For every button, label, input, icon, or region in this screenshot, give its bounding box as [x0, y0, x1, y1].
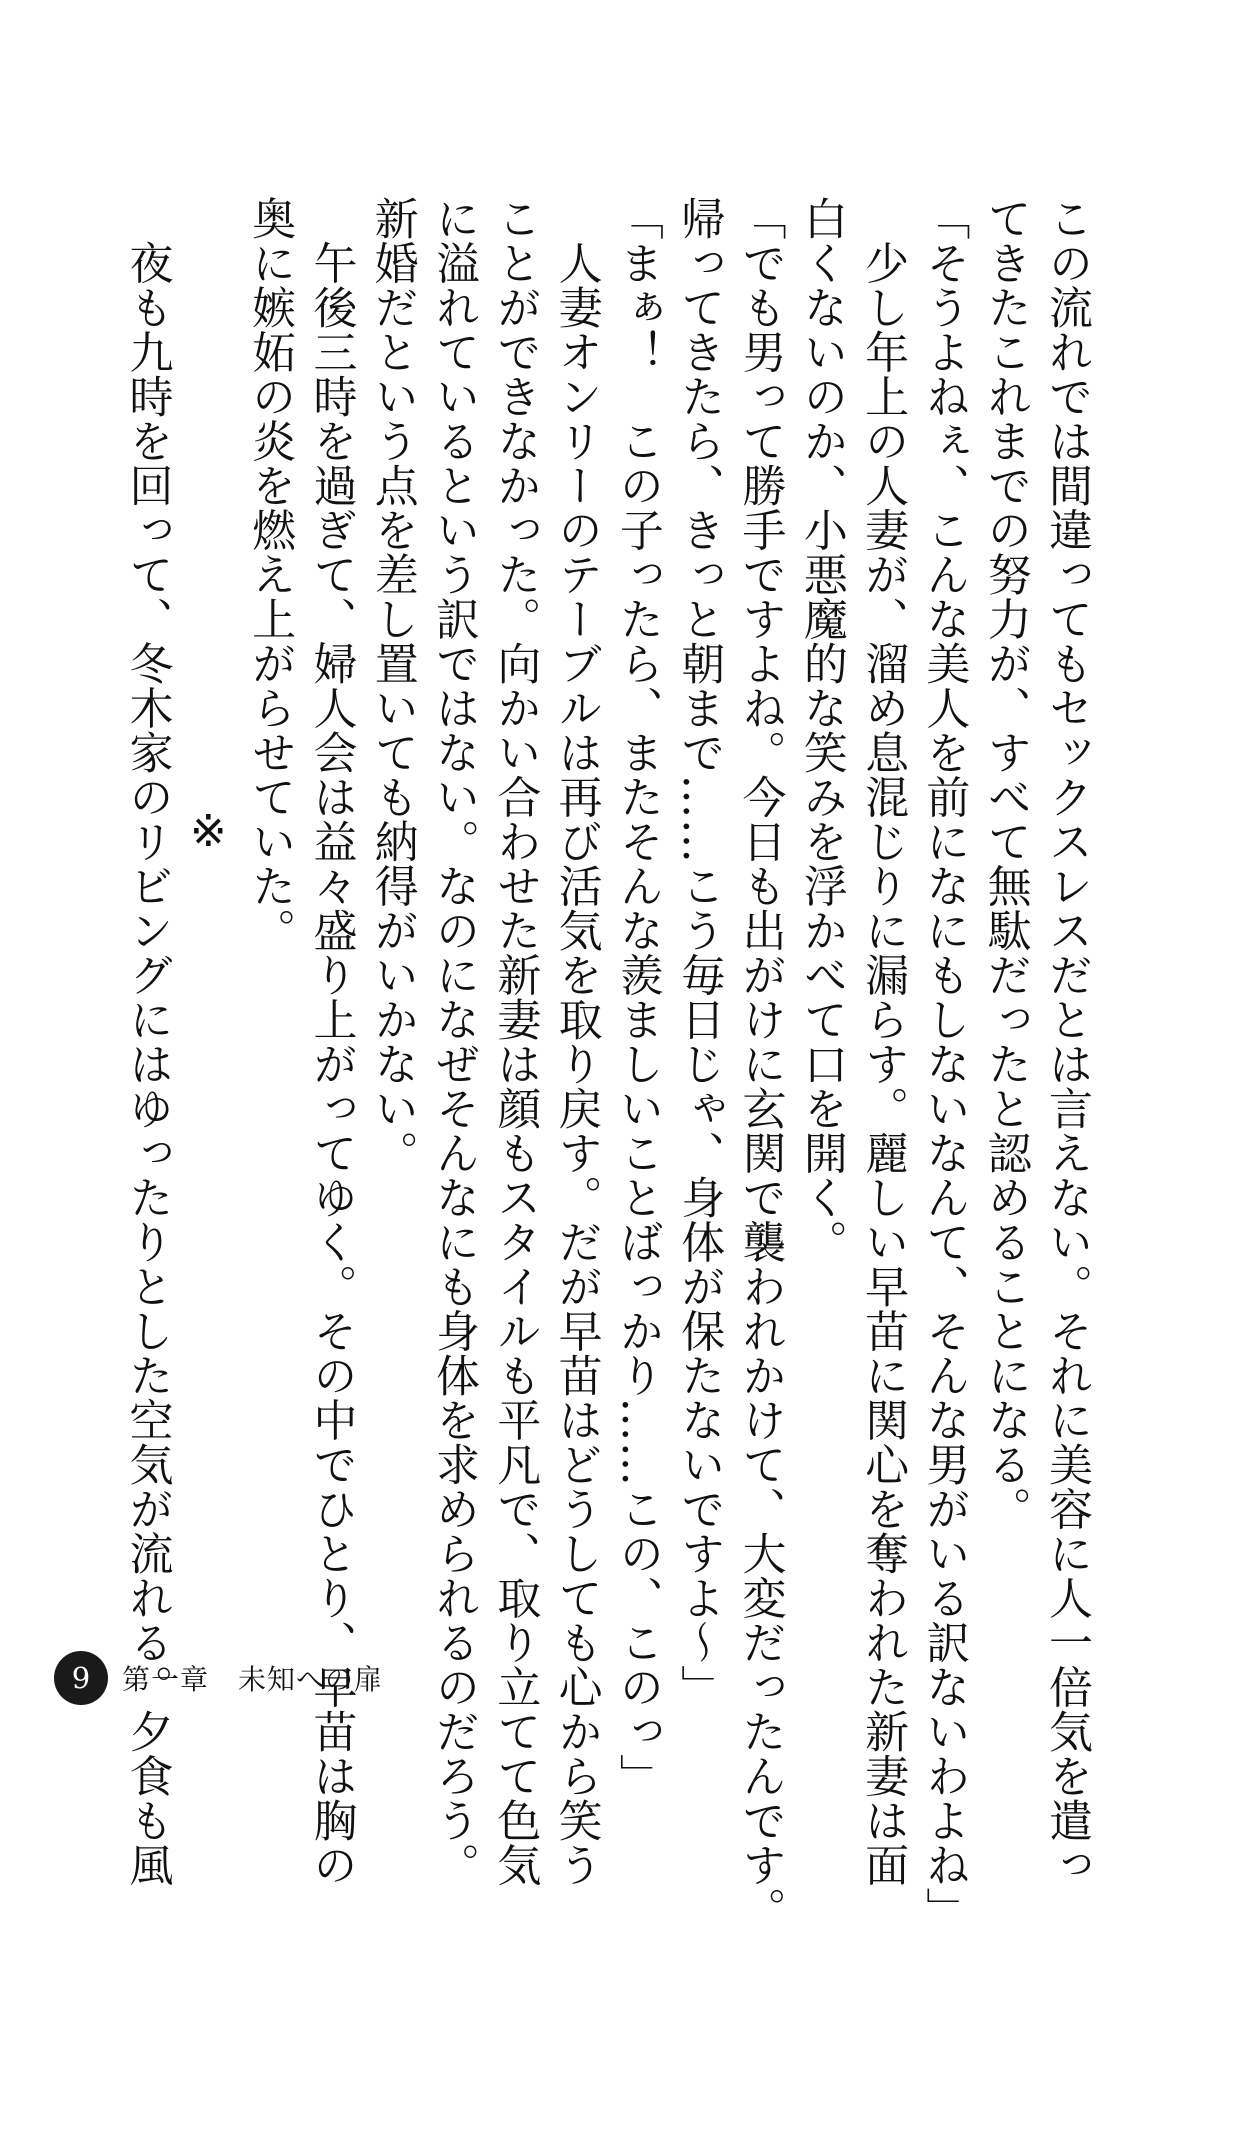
- chapter-title: 第一章 未知への扉: [122, 1663, 384, 1696]
- section-break-mark: ※: [182, 806, 234, 858]
- text-line: ことができなかった。向かい合わせた新妻は顔もスタイルも平凡で、取り立てて色気: [489, 196, 541, 1887]
- text-line: 午後三時を過ぎて、婦人会は益々盛り上がってゆく。その中でひとり、早苗は胸の: [305, 196, 357, 1887]
- text-line: 人妻オンリーのテーブルは再び活気を取り戻す。だが早苗はどうしても心から笑う: [550, 196, 602, 1887]
- page-footer: [54, 1651, 383, 1705]
- text-line: 帰ってきたら、きっと朝まで……こう毎日じゃ、身体が保たないですよ～」: [673, 196, 725, 1709]
- text-line: 「まぁ！ この子ったら、またそんな羨ましいことばっかり……この、このっ」: [611, 196, 663, 1798]
- text-line: 白くないのか、小悪魔的な笑みを浮かべて口を開く。: [795, 196, 847, 1264]
- text-line: 新婚だという点を差し置いても納得がいかない。: [366, 196, 418, 1175]
- page-number-badge: 9: [54, 1651, 108, 1705]
- text-line: 夜も九時を回って、冬木家のリビングにはゆったりとした空気が流れる。夕食も風: [121, 196, 173, 1887]
- text-line: てきたこれまでの努力が、すべて無駄だったと認めることになる。: [979, 196, 1031, 1531]
- text-line: 少し年上の人妻が、溜め息混じりに漏らす。麗しい早苗に関心を奪われた新妻は面: [857, 196, 909, 1887]
- text-line: 「そうよねぇ、こんな美人を前になにもしないなんて、そんな男がいる訳ないわよね」: [918, 196, 970, 1932]
- text-line: この流れでは間違ってもセックスレスだとは言えない。それに美容に人一倍気を遣っ: [1041, 196, 1092, 1887]
- text-line: 奥に嫉妬の炎を燃え上がらせていた。: [244, 196, 296, 953]
- text-line: に溢れているという訳ではない。なのになぜそんなにも身体を求められるのだろう。: [428, 196, 480, 1887]
- text-line: 「でも男って勝手ですよね。今日も出がけに玄関で襲われかけて、大変だったんです。: [734, 196, 786, 1932]
